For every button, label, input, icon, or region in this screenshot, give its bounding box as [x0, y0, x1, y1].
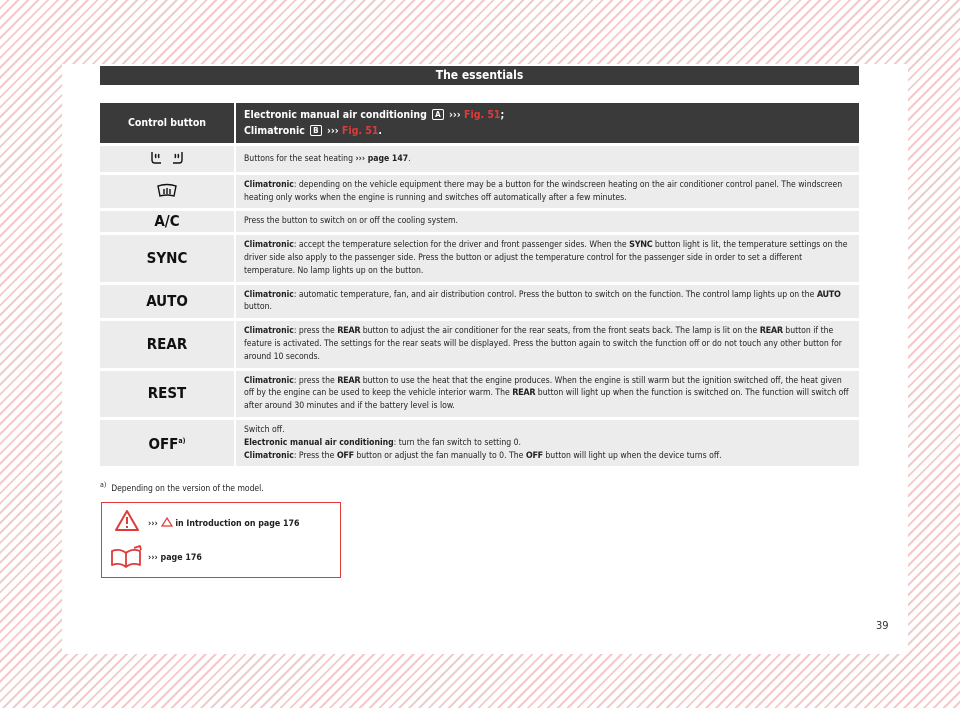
row-description: Climatronic: press the REAR button to use the heat that the engine produces. When the engine is still warm but the ignition switched off, the heat given off by the engine can be used to keep the vehicle interior warm. The REAR button will light up when the function is switched on. The function will switch off after around 30 minutes and if the battery level is low. [236, 371, 859, 417]
button-symbol: REST [100, 371, 236, 417]
seat-heating-icon [147, 150, 187, 166]
page-number: 39 [876, 619, 889, 632]
button-symbol: REAR [100, 321, 236, 367]
badge-a: A [432, 109, 444, 120]
column-header-description: Electronic manual air conditioning A ››› Fig. 51; Climatronic B ››› Fig. 51. [236, 103, 859, 143]
row-description: Switch off. Electronic manual air conditioning: turn the fan switch to setting 0. Climatronic: Press the OFF button or adjust the fan manually to 0. The OFF button will light up when the device turns off. [236, 420, 859, 466]
table-row [100, 285, 859, 319]
table-row [100, 146, 859, 172]
table-row [100, 420, 859, 466]
footnote: $^{a)}$ Depending on the version of the model. [100, 481, 264, 494]
section-header [100, 66, 859, 85]
book-icon [110, 545, 144, 569]
column-header-control-button: Control button [100, 103, 236, 143]
seat-heating-symbol [100, 146, 236, 172]
table-row [100, 235, 859, 281]
page-ref-link[interactable]: ››› page 147 [355, 153, 409, 164]
button-symbol: AUTO [100, 285, 236, 319]
warning-triangle-icon [114, 509, 140, 532]
table-row [100, 175, 859, 209]
section-title: The essentials [435, 68, 524, 82]
row-description: Buttons for the seat heating ››› page 147. [236, 146, 859, 172]
page-reference[interactable]: ››› page 176 [148, 553, 202, 563]
table-header-row [100, 103, 859, 143]
warning-reference[interactable]: ››› in Introduction on page 176 [148, 519, 300, 529]
footnote-mark: a) [178, 437, 186, 446]
warning-triangle-icon [161, 517, 173, 527]
windscreen-heating-icon [156, 183, 178, 199]
reference-box [101, 502, 341, 578]
button-symbol: A/C [100, 211, 236, 232]
row-description: Climatronic: automatic temperature, fan, and air distribution control. Press the button to switch on the function. The control lamp lights up on the AUTO button. [236, 285, 859, 319]
windscreen-heating-symbol [100, 175, 236, 209]
table-row [100, 371, 859, 417]
button-symbol: SYNC [100, 235, 236, 281]
row-description: Press the button to switch on or off the cooling system. [236, 211, 859, 232]
row-description: Climatronic: depending on the vehicle equipment there may be a button for the windscreen heating on the air conditioner control panel. The windscreen heating only works when the engine is running and switches off automatically after a few minutes. [236, 175, 859, 209]
row-description: Climatronic: press the REAR button to adjust the air conditioner for the rear seats, from the front seats back. The lamp is lit on the REAR button if the feature is activated. The settings for the rear seats will be displayed. Press the button again to switch the function off or do not touch any other button for around 10 seconds. [236, 321, 859, 367]
control-table [100, 100, 859, 469]
badge-b: B [310, 125, 321, 136]
row-description: Climatronic: accept the temperature selection for the driver and front passenger sides. When the SYNC button light is lit, the temperature settings on the driver side also apply to the passenger side. Press the button or adjust the temperature control for the passenger side in order to set a different temperature. No lamp lights up on the button. [236, 235, 859, 281]
fig-link[interactable]: Fig. 51 [464, 109, 501, 121]
table-row [100, 211, 859, 232]
table-row [100, 321, 859, 367]
button-symbol: OFF$^{a)}$ [100, 420, 236, 466]
fig-link[interactable]: Fig. 51 [341, 125, 379, 137]
